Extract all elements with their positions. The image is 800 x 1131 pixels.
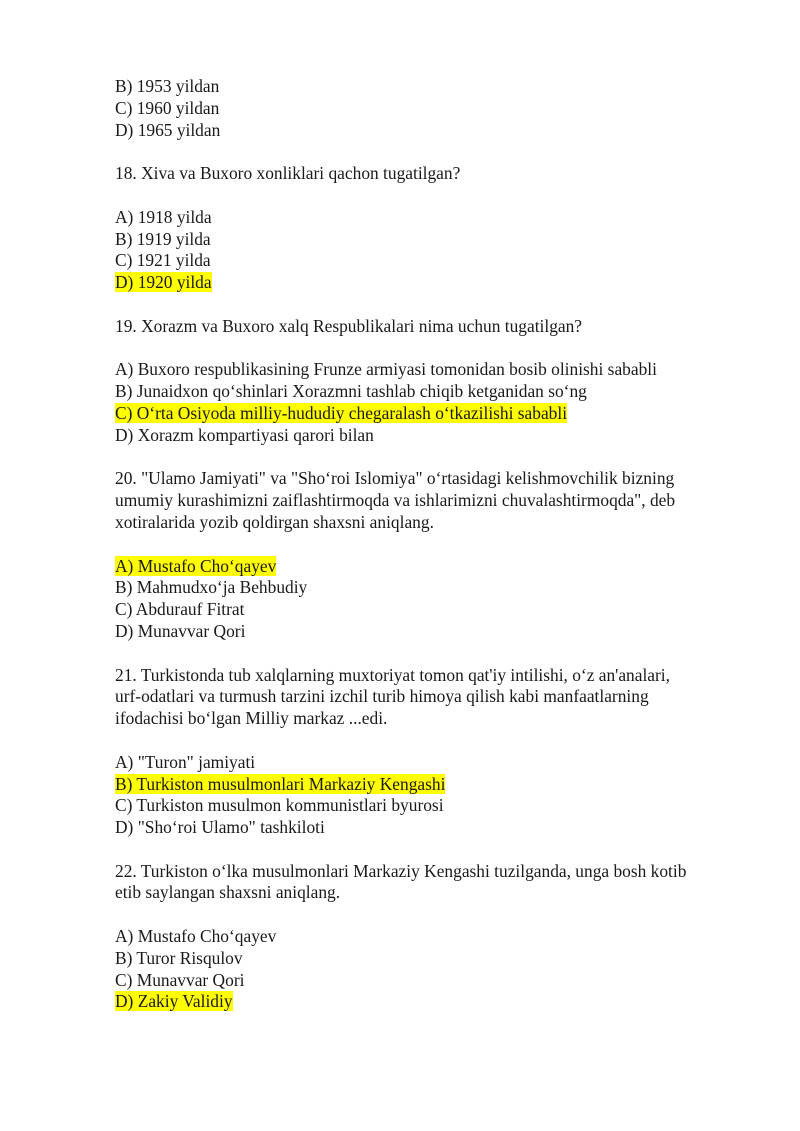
option-b-highlighted: B) Turkiston musulmonlari Markaziy Kengashi — [115, 773, 446, 794]
question-text-line-2: umumiy kurashimizni zaiflashtirmoqda va ishlarimizni chuvalashtirmoqda", deb — [115, 490, 676, 511]
question-text: 18. Xiva va Buxoro xonliklari qachon tugatilgan? — [115, 163, 461, 184]
question-text-line-2: urf-odatlari va turmush tarzini izchil turib himoya qilish kabi manfaatlarning — [115, 686, 649, 707]
option-c: C) 1921 yilda — [115, 250, 211, 271]
option-a: A) 1918 yilda — [115, 206, 212, 227]
question-text: 19. Xorazm va Buxoro xalq Respublikalari nima uchun tugatilgan? — [115, 315, 583, 336]
option-a: A) Buxoro respublikasining Frunze armiyasi tomonidan bosib olinishi sababli — [115, 359, 657, 380]
question-text-line-1: 20. "Ulamo Jamiyati" va "Sho‘roi Islomiya" o‘rtasidagi kelishmovchilik bizning — [115, 468, 675, 489]
option-b: B) Turor Risqulov — [115, 947, 243, 968]
question-22 — [115, 861, 755, 1014]
option-a: A) Mustafo Cho‘qayev — [115, 926, 277, 947]
option-b: B) 1953 yildan — [115, 76, 220, 96]
option-a: A) "Turon" jamiyati — [115, 751, 256, 772]
question-19 — [115, 316, 755, 447]
question-text-line-1: 22. Turkiston o‘lka musulmonlari Markaziy Kengashi tuzilganda, unga bosh kotib — [115, 860, 687, 881]
option-d: D) 1965 yildan — [115, 119, 221, 140]
question-18 — [115, 163, 755, 294]
option-c: C) Turkiston musulmon kommunistlari byurosi — [115, 795, 444, 816]
question-text-line-2: etib saylangan shaxsni aniqlang. — [115, 882, 341, 903]
option-d: D) "Sho‘roi Ulamo" tashkiloti — [115, 817, 325, 838]
option-c-highlighted: C) O‘rta Osiyoda milliy-hududiy chegaralash o‘tkazilishi sababli — [115, 402, 568, 423]
option-a-highlighted: A) Mustafo Cho‘qayev — [115, 555, 277, 576]
document-page — [115, 76, 755, 1013]
option-b: B) Junaidxon qo‘shinlari Xorazmni tashlab chiqib ketganidan so‘ng — [115, 381, 587, 402]
option-c: C) Abdurauf Fitrat — [115, 599, 245, 620]
question-text-line-3: ifodachisi bo‘lgan Milliy markaz ...edi. — [115, 708, 388, 729]
question-20 — [115, 468, 755, 642]
question-17-continuation — [115, 76, 755, 141]
option-d: D) Munavvar Qori — [115, 620, 246, 641]
question-text-line-1: 21. Turkistonda tub xalqlarning muxtoriyat tomon qat'iy intilishi, o‘z an'analari, — [115, 664, 670, 685]
option-c: C) 1960 yildan — [115, 97, 220, 118]
question-text-line-3: xotiralarida yozib qoldirgan shaxsni aniqlang. — [115, 511, 434, 532]
option-d-highlighted: D) Zakiy Validiy — [115, 991, 233, 1012]
option-b: B) Mahmudxo‘ja Behbudiy — [115, 577, 308, 598]
option-c: C) Munavvar Qori — [115, 969, 245, 990]
option-d-highlighted: D) 1920 yilda — [115, 272, 212, 293]
option-b: B) 1919 yilda — [115, 228, 211, 249]
question-21 — [115, 665, 755, 839]
option-d: D) Xorazm kompartiyasi qarori bilan — [115, 424, 374, 445]
